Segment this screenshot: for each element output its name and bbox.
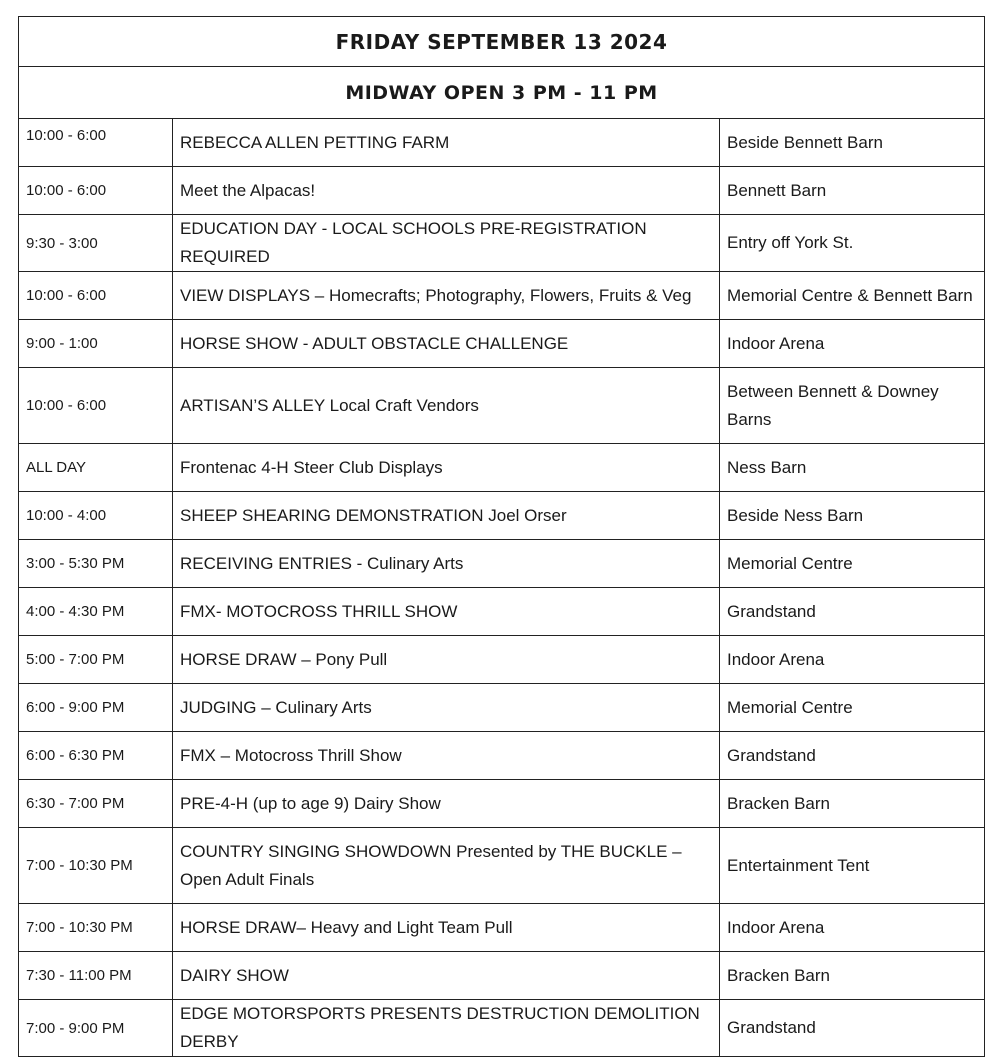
event-time: 7:30 - 11:00 PM [19, 952, 173, 1000]
schedule-row [19, 119, 985, 167]
event-name: EDUCATION DAY - LOCAL SCHOOLS PRE-REGISTRATION REQUIRED [173, 215, 720, 272]
schedule-row [19, 904, 985, 952]
event-time: 9:00 - 1:00 [19, 320, 173, 368]
event-time: 6:30 - 7:00 PM [19, 780, 173, 828]
schedule-row [19, 492, 985, 540]
event-name: HORSE SHOW - ADULT OBSTACLE CHALLENGE [173, 320, 720, 368]
schedule-row [19, 588, 985, 636]
event-location: Grandstand [720, 1000, 985, 1057]
event-location: Indoor Arena [720, 904, 985, 952]
event-location: Bracken Barn [720, 780, 985, 828]
schedule-row [19, 828, 985, 904]
event-name: FMX – Motocross Thrill Show [173, 732, 720, 780]
event-location: Grandstand [720, 588, 985, 636]
event-name: ARTISAN’S ALLEY Local Craft Vendors [173, 368, 720, 444]
event-name: PRE-4-H (up to age 9) Dairy Show [173, 780, 720, 828]
event-location: Ness Barn [720, 444, 985, 492]
schedule-row [19, 444, 985, 492]
event-name: DAIRY SHOW [173, 952, 720, 1000]
schedule-row [19, 732, 985, 780]
midway-hours: MIDWAY OPEN 3 PM - 11 PM [19, 67, 985, 119]
event-time: 5:00 - 7:00 PM [19, 636, 173, 684]
event-name: REBECCA ALLEN PETTING FARM [173, 119, 720, 167]
schedule-row [19, 272, 985, 320]
event-name: RECEIVING ENTRIES - Culinary Arts [173, 540, 720, 588]
event-location: Entry off York St. [720, 215, 985, 272]
event-time: 4:00 - 4:30 PM [19, 588, 173, 636]
event-time: 6:00 - 9:00 PM [19, 684, 173, 732]
schedule-row [19, 684, 985, 732]
event-location: Bennett Barn [720, 167, 985, 215]
schedule-row [19, 368, 985, 444]
event-location: Beside Ness Barn [720, 492, 985, 540]
event-time: ALL DAY [19, 444, 173, 492]
schedule-row [19, 952, 985, 1000]
event-time: 7:00 - 10:30 PM [19, 904, 173, 952]
schedule-row [19, 780, 985, 828]
schedule-row [19, 540, 985, 588]
schedule-table [18, 16, 985, 1057]
event-name: JUDGING – Culinary Arts [173, 684, 720, 732]
event-time: 7:00 - 10:30 PM [19, 828, 173, 904]
event-location: Beside Bennett Barn [720, 119, 985, 167]
schedule-title: FRIDAY SEPTEMBER 13 2024 [19, 17, 985, 67]
subtitle-row [19, 67, 985, 119]
schedule-row [19, 636, 985, 684]
event-name: HORSE DRAW – Pony Pull [173, 636, 720, 684]
event-location: Indoor Arena [720, 320, 985, 368]
event-time: 10:00 - 6:00 [19, 368, 173, 444]
schedule-row [19, 320, 985, 368]
event-location: Memorial Centre & Bennett Barn [720, 272, 985, 320]
event-name: Frontenac 4-H Steer Club Displays [173, 444, 720, 492]
event-location: Indoor Arena [720, 636, 985, 684]
event-time: 10:00 - 6:00 [19, 119, 173, 167]
event-name: Meet the Alpacas! [173, 167, 720, 215]
title-row [19, 17, 985, 67]
event-location: Memorial Centre [720, 684, 985, 732]
event-name: VIEW DISPLAYS – Homecrafts; Photography, Flowers, Fruits & Veg [173, 272, 720, 320]
event-time: 7:00 - 9:00 PM [19, 1000, 173, 1057]
event-location: Bracken Barn [720, 952, 985, 1000]
event-location: Entertainment Tent [720, 828, 985, 904]
schedule-row [19, 167, 985, 215]
event-time: 3:00 - 5:30 PM [19, 540, 173, 588]
event-time: 6:00 - 6:30 PM [19, 732, 173, 780]
event-location: Grandstand [720, 732, 985, 780]
schedule-row [19, 1000, 985, 1057]
event-time: 9:30 - 3:00 [19, 215, 173, 272]
event-name: COUNTRY SINGING SHOWDOWN Presented by THE BUCKLE – Open Adult Finals [173, 828, 720, 904]
schedule-row [19, 215, 985, 272]
event-name: SHEEP SHEARING DEMONSTRATION Joel Orser [173, 492, 720, 540]
event-name: FMX- MOTOCROSS THRILL SHOW [173, 588, 720, 636]
event-location: Between Bennett & Downey Barns [720, 368, 985, 444]
event-name: EDGE MOTORSPORTS PRESENTS DESTRUCTION DEMOLITION DERBY [173, 1000, 720, 1057]
event-time: 10:00 - 4:00 [19, 492, 173, 540]
event-time: 10:00 - 6:00 [19, 272, 173, 320]
event-location: Memorial Centre [720, 540, 985, 588]
event-name: HORSE DRAW– Heavy and Light Team Pull [173, 904, 720, 952]
event-time: 10:00 - 6:00 [19, 167, 173, 215]
